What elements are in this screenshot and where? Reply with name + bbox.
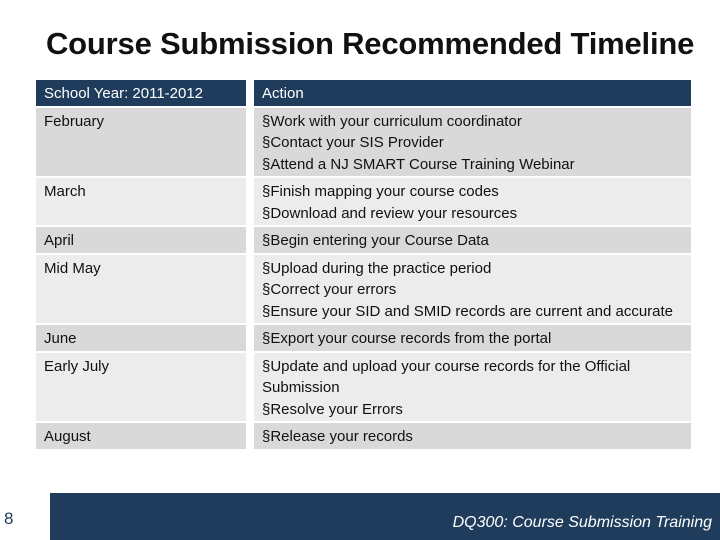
period-cell: Early July	[36, 353, 254, 422]
action-item: §Finish mapping your course codes	[262, 183, 499, 200]
page-number: 8	[4, 509, 14, 528]
period-cell: June	[36, 325, 254, 351]
action-cell	[254, 255, 691, 324]
action-cell	[254, 353, 691, 422]
action-item: §Update and upload your course records for the Official Submission	[262, 357, 631, 396]
action-item: §Begin entering your Course Data	[262, 232, 489, 249]
action-cell	[254, 325, 691, 351]
slide-title: Course Submission Recommended Timeline	[46, 26, 695, 61]
action-item: §Export your course records from the portal	[262, 330, 552, 347]
action-item: §Download and review your resources	[262, 204, 518, 222]
action-item: §Correct your errors	[262, 281, 397, 298]
period-cell: March	[36, 178, 254, 225]
table-header-row	[36, 80, 691, 106]
table-row	[36, 255, 691, 324]
table-row	[36, 423, 691, 449]
table-row	[36, 353, 691, 422]
action-item: §Resolve your Errors	[262, 400, 403, 418]
table-row	[36, 325, 691, 351]
action-item: §Attend a NJ SMART Course Training Webinar	[262, 155, 575, 173]
action-item: §Work with your curriculum coordinator	[262, 112, 522, 130]
table-row	[36, 108, 691, 177]
period-cell: Mid May	[36, 255, 254, 324]
period-cell: February	[36, 108, 254, 177]
action-cell	[254, 227, 691, 253]
action-cell	[254, 423, 691, 449]
action-cell	[254, 178, 691, 225]
action-item: §Contact your SIS Provider	[262, 134, 444, 151]
action-item: §Ensure your SID and SMID records are current and accurate	[262, 302, 674, 320]
period-cell: April	[36, 227, 254, 253]
footer-course-title: DQ300: Course Submission Training	[452, 514, 712, 531]
table-row	[36, 227, 691, 253]
timeline-table	[36, 78, 691, 451]
table-row	[36, 178, 691, 225]
action-item: §Upload during the practice period	[262, 259, 492, 277]
column-header-action: Action	[254, 80, 691, 106]
column-header-school-year: School Year: 2011-2012	[36, 80, 254, 106]
period-cell: August	[36, 423, 254, 449]
action-cell	[254, 108, 691, 177]
action-item: §Release your records	[262, 428, 413, 445]
